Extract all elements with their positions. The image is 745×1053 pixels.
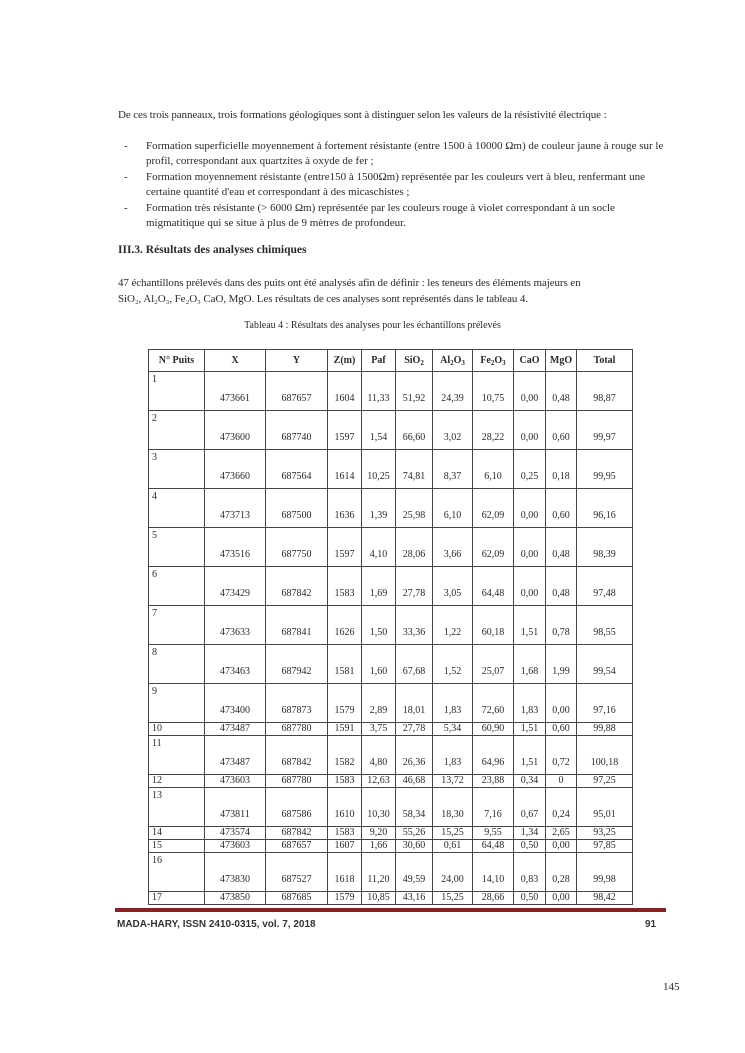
table-cell: 687657: [266, 372, 328, 411]
section-heading: III.3. Résultats des analyses chimiques: [118, 244, 307, 256]
table-cell: 0,34: [514, 775, 546, 788]
table-cell: 1,52: [433, 645, 473, 684]
bullet-dash: -: [124, 202, 128, 214]
table-cell: 473661: [205, 372, 266, 411]
table-cell: 1,68: [514, 645, 546, 684]
table-cell: 1583: [328, 567, 362, 606]
cell-puits: 8: [149, 645, 205, 684]
table-cell: 0,60: [546, 411, 577, 450]
table-cell: 687780: [266, 723, 328, 736]
table-cell: 11,20: [362, 853, 396, 892]
table-cell: 25,98: [396, 489, 433, 528]
table-cell: 28,66: [473, 892, 514, 905]
table-cell: 18,30: [433, 788, 473, 827]
table-cell: 1,54: [362, 411, 396, 450]
table-cell: 24,39: [433, 372, 473, 411]
list-item: [118, 201, 666, 230]
table-cell: 26,36: [396, 736, 433, 775]
cell-puits: 3: [149, 450, 205, 489]
cell-puits: 11: [149, 736, 205, 775]
table-cell: 99,95: [577, 450, 633, 489]
table-cell: 1597: [328, 528, 362, 567]
table-cell: 99,88: [577, 723, 633, 736]
table-cell: 473633: [205, 606, 266, 645]
table-cell: 473713: [205, 489, 266, 528]
table-cell: 3,02: [433, 411, 473, 450]
header-x: X: [205, 350, 266, 372]
table-cell: 27,78: [396, 723, 433, 736]
table-cell: 1,99: [546, 645, 577, 684]
table-cell: 1582: [328, 736, 362, 775]
table-cell: 23,88: [473, 775, 514, 788]
table-cell: 98,39: [577, 528, 633, 567]
table-cell: 98,55: [577, 606, 633, 645]
table-cell: 1,66: [362, 840, 396, 853]
table-cell: 687740: [266, 411, 328, 450]
list-item: [118, 170, 666, 199]
table-cell: 473463: [205, 645, 266, 684]
header-al2o3: $Al_2O_3$: [433, 350, 473, 372]
table-cell: 0,00: [546, 840, 577, 853]
table-cell: 473400: [205, 684, 266, 723]
table-cell: 93,25: [577, 827, 633, 840]
table-cell: 0,25: [514, 450, 546, 489]
table-cell: 0,24: [546, 788, 577, 827]
table-cell: 15,25: [433, 827, 473, 840]
table-cell: 1,51: [514, 736, 546, 775]
table-row: [149, 684, 633, 723]
table-cell: 98,87: [577, 372, 633, 411]
table-cell: 11,33: [362, 372, 396, 411]
table-caption: Tableau 4 : Résultats des analyses pour les échantillons prélevés: [244, 320, 501, 331]
table-cell: 1591: [328, 723, 362, 736]
table-cell: 0,00: [514, 411, 546, 450]
cell-puits: 7: [149, 606, 205, 645]
table-cell: 12,63: [362, 775, 396, 788]
table-cell: 473850: [205, 892, 266, 905]
cell-puits: 2: [149, 411, 205, 450]
table-cell: 96,16: [577, 489, 633, 528]
table-cell: 14,10: [473, 853, 514, 892]
table-cell: 687685: [266, 892, 328, 905]
table-cell: 473603: [205, 775, 266, 788]
table-cell: 473830: [205, 853, 266, 892]
cell-puits: 5: [149, 528, 205, 567]
table-cell: 0,28: [546, 853, 577, 892]
cell-puits: 12: [149, 775, 205, 788]
table-cell: 46,68: [396, 775, 433, 788]
table-cell: 0,00: [514, 372, 546, 411]
bullet-dash: -: [124, 140, 128, 152]
table-cell: 0,60: [546, 489, 577, 528]
table-cell: 97,48: [577, 567, 633, 606]
table-cell: 6,10: [473, 450, 514, 489]
table-cell: 1,83: [433, 684, 473, 723]
table-cell: 62,09: [473, 489, 514, 528]
table-cell: 0,50: [514, 840, 546, 853]
header-total: Total: [577, 350, 633, 372]
intro-paragraph: De ces trois panneaux, trois formations géologiques sont à distinguer selon les valeurs de la résistivité électrique :: [118, 109, 607, 121]
table-cell: 1,34: [514, 827, 546, 840]
table-cell: 1581: [328, 645, 362, 684]
table-cell: 74,81: [396, 450, 433, 489]
table-cell: 1579: [328, 684, 362, 723]
header-paf: Paf: [362, 350, 396, 372]
table-header-row: [149, 350, 633, 372]
results-paragraph: [118, 275, 663, 307]
header-fe2o3: $Fe_2O_3$: [473, 350, 514, 372]
table-cell: 1614: [328, 450, 362, 489]
table-cell: 7,16: [473, 788, 514, 827]
header-sio2: SiO$_2$: [396, 350, 433, 372]
table-row: [149, 606, 633, 645]
table-cell: 9,20: [362, 827, 396, 840]
table-cell: 1,60: [362, 645, 396, 684]
table-row: [149, 450, 633, 489]
table-cell: 687527: [266, 853, 328, 892]
table-cell: 18,01: [396, 684, 433, 723]
table-cell: 99,98: [577, 853, 633, 892]
table-cell: 0,50: [514, 892, 546, 905]
header-mgo: MgO: [546, 350, 577, 372]
table-row: [149, 736, 633, 775]
table-cell: 687942: [266, 645, 328, 684]
table-cell: 95,01: [577, 788, 633, 827]
list-item-text: Formation moyennement résistante (entre150 à 1500Ωm) représentée par les couleurs vert à bleu, renfermant une certaine quantité d'eau et correspondant à des micaschistes ;: [146, 171, 646, 198]
table-cell: 97,85: [577, 840, 633, 853]
table-cell: 1607: [328, 840, 362, 853]
table-cell: 0,78: [546, 606, 577, 645]
list-item-text: Formation superficielle moyennement à fortement résistante (entre 1500 à 10000 Ωm) de couleur jaune à rouge sur le profil, correspondant aux quartzites à oxyde de fer ;: [146, 140, 664, 167]
table-cell: 1,69: [362, 567, 396, 606]
table-cell: 10,25: [362, 450, 396, 489]
table-cell: 473603: [205, 840, 266, 853]
table-cell: 1597: [328, 411, 362, 450]
table-cell: 8,37: [433, 450, 473, 489]
table-cell: 1618: [328, 853, 362, 892]
formation-list: [118, 139, 666, 232]
header-puits: N° Puits: [149, 350, 205, 372]
table-cell: 687586: [266, 788, 328, 827]
table-cell: 6,10: [433, 489, 473, 528]
table-cell: 3,75: [362, 723, 396, 736]
cell-puits: 15: [149, 840, 205, 853]
table-cell: 1,39: [362, 489, 396, 528]
table-cell: 687780: [266, 775, 328, 788]
table-row: [149, 528, 633, 567]
table-cell: 1626: [328, 606, 362, 645]
table-cell: 64,48: [473, 567, 514, 606]
list-item: [118, 139, 666, 168]
table-cell: 2,89: [362, 684, 396, 723]
table-cell: 1,51: [514, 723, 546, 736]
table-cell: 0,00: [514, 489, 546, 528]
header-y: Y: [266, 350, 328, 372]
table-cell: 473487: [205, 723, 266, 736]
table-cell: 1,22: [433, 606, 473, 645]
table-cell: 1583: [328, 775, 362, 788]
table-cell: 473600: [205, 411, 266, 450]
table-cell: 0,48: [546, 372, 577, 411]
table-cell: 473660: [205, 450, 266, 489]
cell-puits: 6: [149, 567, 205, 606]
table-cell: 58,34: [396, 788, 433, 827]
table-cell: 3,66: [433, 528, 473, 567]
table-row: [149, 827, 633, 840]
table-cell: 687500: [266, 489, 328, 528]
table-row: [149, 892, 633, 905]
table-cell: 15,25: [433, 892, 473, 905]
cell-puits: 17: [149, 892, 205, 905]
table-cell: 67,68: [396, 645, 433, 684]
table-cell: 687750: [266, 528, 328, 567]
table-cell: 1,51: [514, 606, 546, 645]
table-row: [149, 411, 633, 450]
results-table: [148, 349, 633, 905]
cell-puits: 16: [149, 853, 205, 892]
table-cell: 687564: [266, 450, 328, 489]
table-row: [149, 723, 633, 736]
table-cell: 9,55: [473, 827, 514, 840]
table-cell: 1636: [328, 489, 362, 528]
table-cell: 0,67: [514, 788, 546, 827]
table-cell: 5,34: [433, 723, 473, 736]
bullet-dash: -: [124, 171, 128, 183]
table-cell: 10,85: [362, 892, 396, 905]
table-cell: 0,18: [546, 450, 577, 489]
table-cell: 49,59: [396, 853, 433, 892]
table-cell: 687842: [266, 736, 328, 775]
table-cell: 1583: [328, 827, 362, 840]
table-cell: 0,72: [546, 736, 577, 775]
table-cell: 1,83: [433, 736, 473, 775]
table-cell: 473574: [205, 827, 266, 840]
table-cell: 97,16: [577, 684, 633, 723]
table-cell: 62,09: [473, 528, 514, 567]
table-cell: 687841: [266, 606, 328, 645]
table-cell: 687842: [266, 827, 328, 840]
table-row: [149, 645, 633, 684]
table-row: [149, 372, 633, 411]
table-cell: 473487: [205, 736, 266, 775]
table-cell: 64,96: [473, 736, 514, 775]
table-cell: 25,07: [473, 645, 514, 684]
table-cell: 0,00: [514, 528, 546, 567]
table-cell: 10,75: [473, 372, 514, 411]
table-cell: 0,83: [514, 853, 546, 892]
table-cell: 1,83: [514, 684, 546, 723]
table-cell: 10,30: [362, 788, 396, 827]
table-cell: 0,48: [546, 567, 577, 606]
table-cell: 28,22: [473, 411, 514, 450]
table-cell: 30,60: [396, 840, 433, 853]
table-cell: 43,16: [396, 892, 433, 905]
table-cell: 687873: [266, 684, 328, 723]
table-cell: 1,50: [362, 606, 396, 645]
table-cell: 0,00: [546, 892, 577, 905]
table-cell: 473429: [205, 567, 266, 606]
table-cell: 13,72: [433, 775, 473, 788]
cell-puits: 10: [149, 723, 205, 736]
table-cell: 99,54: [577, 645, 633, 684]
table-cell: 100,18: [577, 736, 633, 775]
cell-puits: 9: [149, 684, 205, 723]
table-cell: 4,10: [362, 528, 396, 567]
table-cell: 1604: [328, 372, 362, 411]
results-paragraph-line-2: SiO₂, Al₂O₃, Fe₂O₃ CaO, MgO. Les résultats de ces analyses sont représentés dans le tableau 4.: [118, 293, 528, 305]
table-cell: 33,36: [396, 606, 433, 645]
table-row: [149, 489, 633, 528]
table-body: [149, 372, 633, 905]
cell-puits: 4: [149, 489, 205, 528]
cell-puits: 13: [149, 788, 205, 827]
table-cell: 64,48: [473, 840, 514, 853]
header-cao: CaO: [514, 350, 546, 372]
table-cell: 687842: [266, 567, 328, 606]
table-cell: 473811: [205, 788, 266, 827]
table-cell: 98,42: [577, 892, 633, 905]
table-cell: 1610: [328, 788, 362, 827]
table-row: [149, 788, 633, 827]
table-cell: 3,05: [433, 567, 473, 606]
results-paragraph-line-1: 47 échantillons prélevés dans des puits ont été analysés afin de définir : les teneurs des éléments majeurs en: [118, 277, 581, 289]
table-cell: 0,48: [546, 528, 577, 567]
cell-puits: 14: [149, 827, 205, 840]
table-row: [149, 853, 633, 892]
table-cell: 0,00: [514, 567, 546, 606]
table-cell: 24,00: [433, 853, 473, 892]
journal-footer: MADA-HARY, ISSN 2410-0315, vol. 7, 2018: [117, 919, 316, 930]
table-cell: 2,65: [546, 827, 577, 840]
table-cell: 27,78: [396, 567, 433, 606]
page-number: 145: [663, 981, 680, 993]
list-item-text: Formation très résistante (> 6000 Ωm) représentée par les couleurs rouge à violet correspondant à un socle migmatitique qui se situe à plus de 9 mètres de profondeur.: [146, 202, 615, 229]
table-cell: 0,61: [433, 840, 473, 853]
table-row: [149, 775, 633, 788]
table-cell: 51,92: [396, 372, 433, 411]
table-row: [149, 840, 633, 853]
table-cell: 60,90: [473, 723, 514, 736]
table-cell: 0,60: [546, 723, 577, 736]
table-cell: 687657: [266, 840, 328, 853]
table-cell: 99,97: [577, 411, 633, 450]
header-z: Z(m): [328, 350, 362, 372]
table-row: [149, 567, 633, 606]
table-cell: 4,80: [362, 736, 396, 775]
table-cell: 28,06: [396, 528, 433, 567]
journal-page-number: 91: [645, 919, 657, 930]
cell-puits: 1: [149, 372, 205, 411]
table-cell: 1579: [328, 892, 362, 905]
table-cell: 0: [546, 775, 577, 788]
footer-rule: [115, 908, 666, 912]
table-cell: 66,60: [396, 411, 433, 450]
table-cell: 60,18: [473, 606, 514, 645]
table-cell: 55,26: [396, 827, 433, 840]
table-cell: 97,25: [577, 775, 633, 788]
table-cell: 473516: [205, 528, 266, 567]
table-cell: 0,00: [546, 684, 577, 723]
table-cell: 72,60: [473, 684, 514, 723]
